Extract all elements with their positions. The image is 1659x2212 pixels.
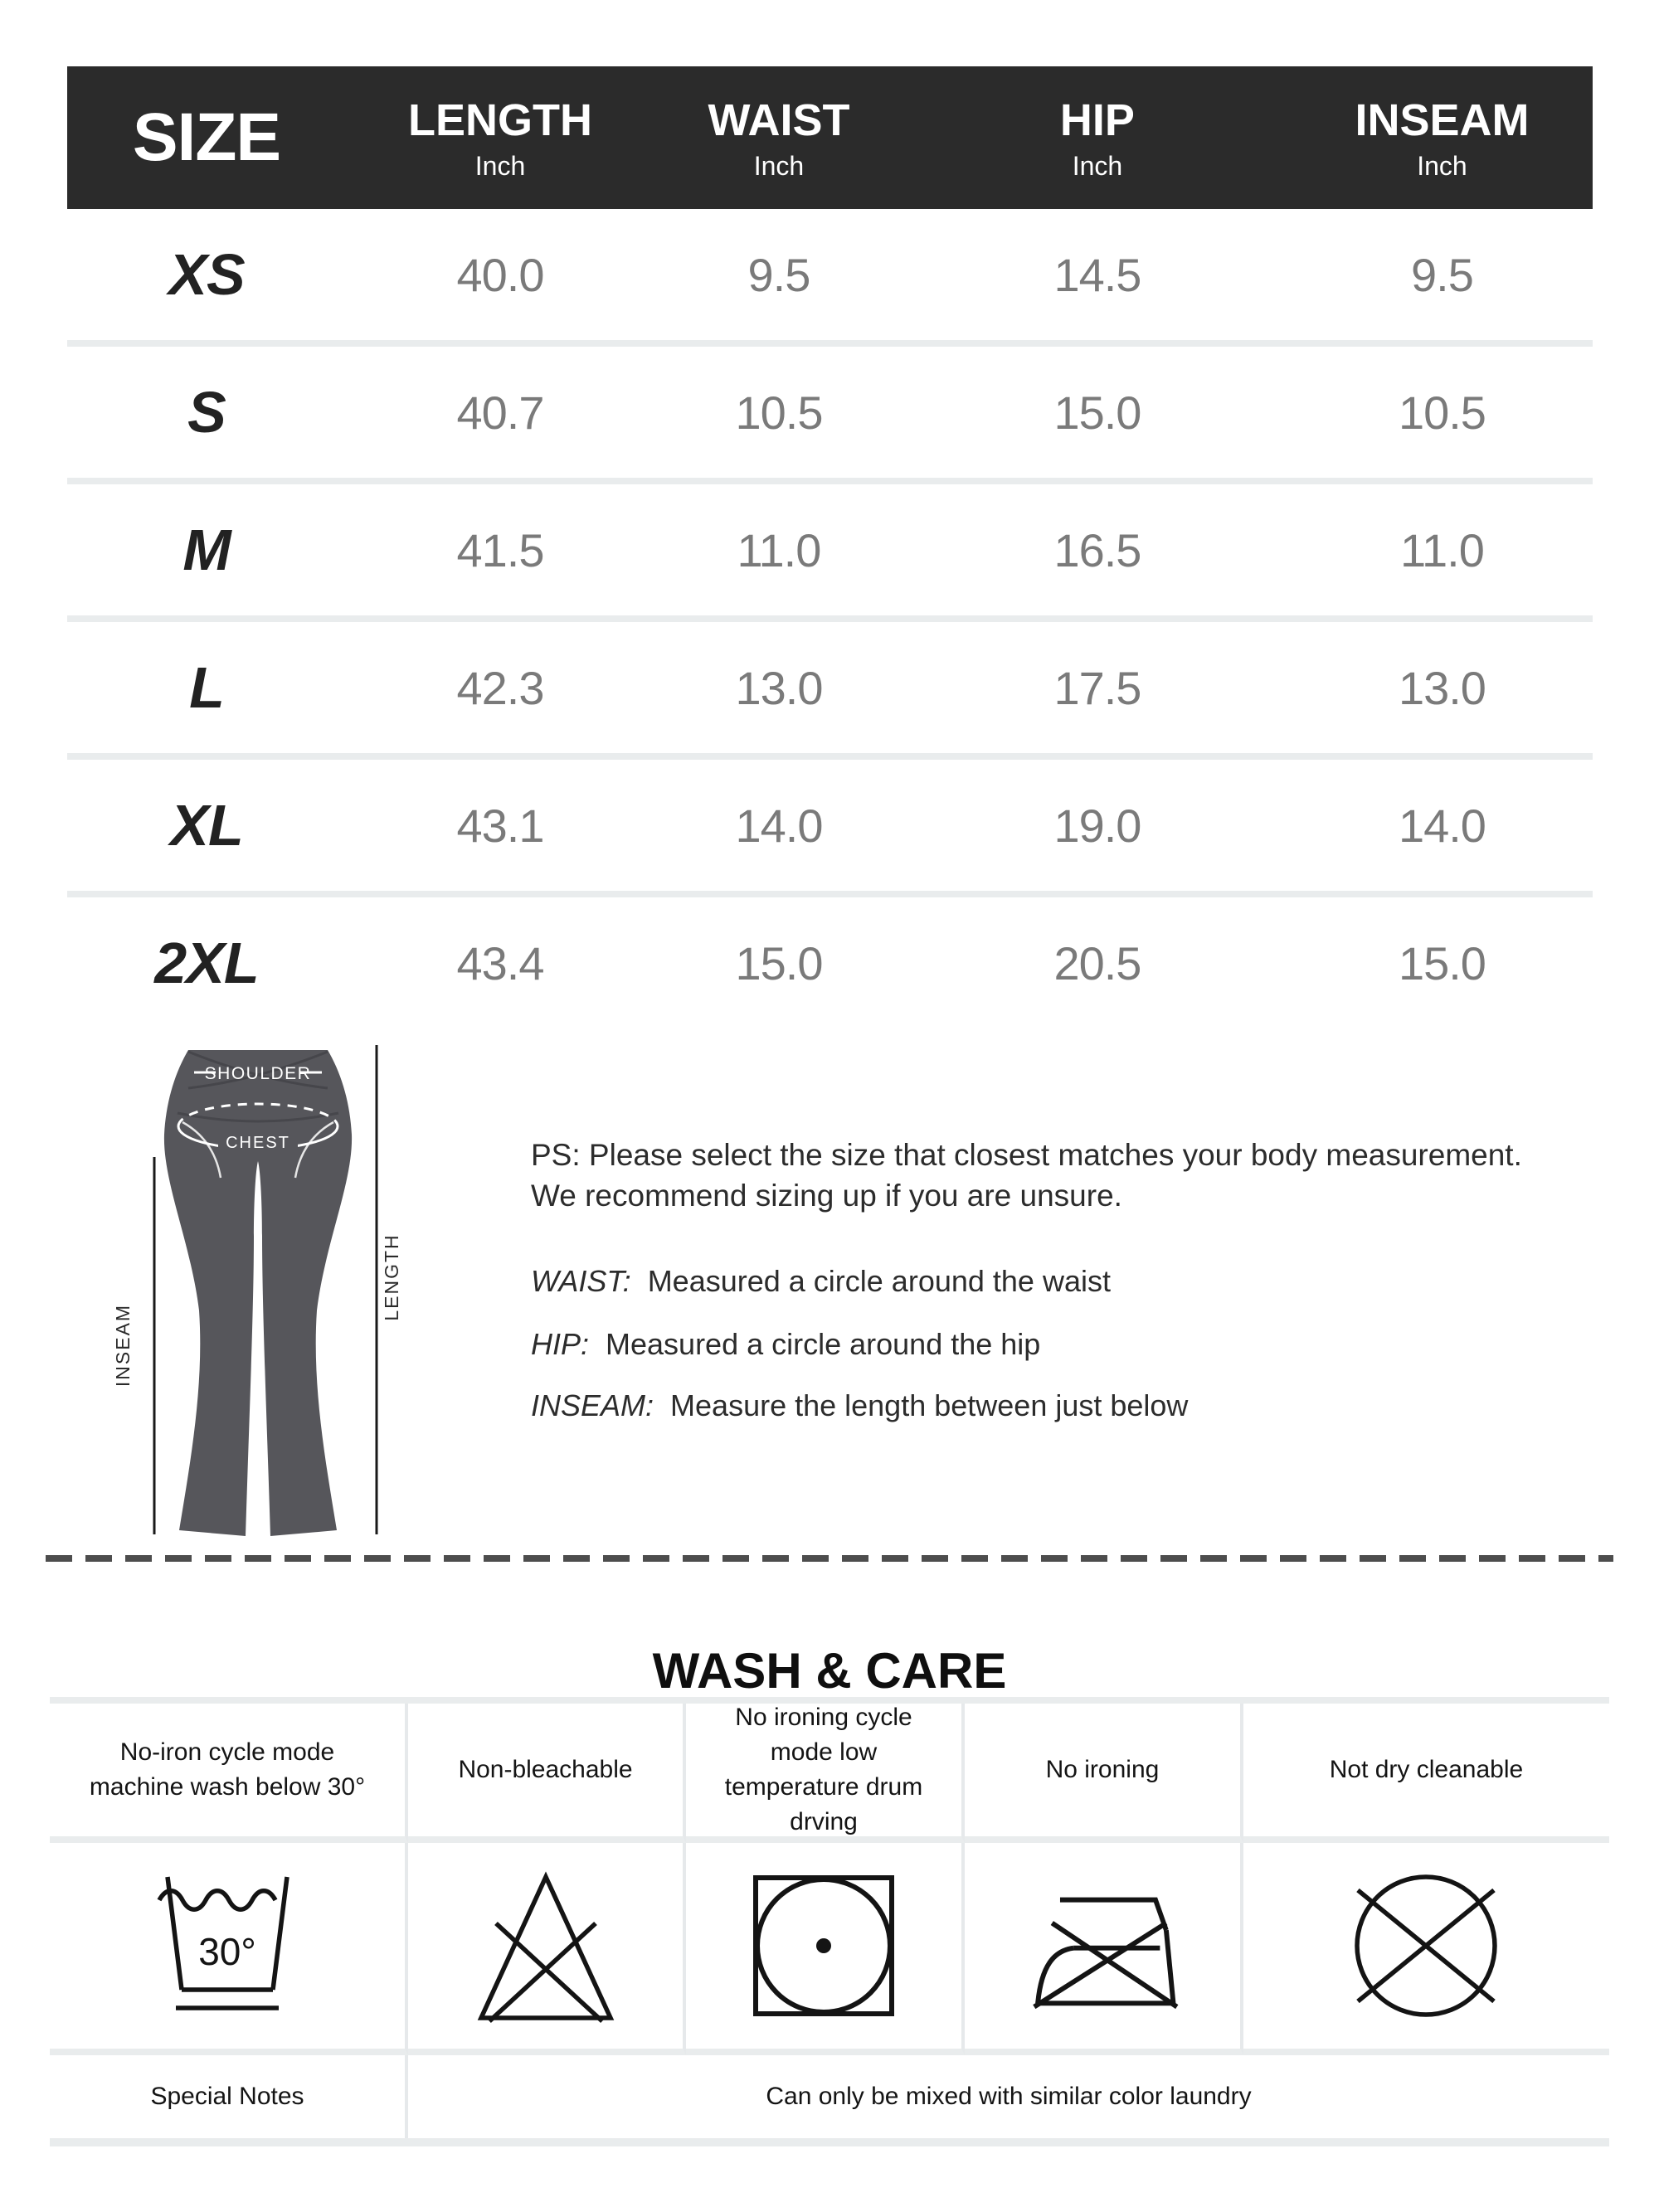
care-label-wash: No-iron cycle mode machine wash below 30°	[50, 1704, 408, 1843]
inseam-measure-text: Measure the length between just below	[670, 1388, 1189, 1422]
care-label-iron: No ironing	[965, 1704, 1243, 1843]
tumble-dry-low-icon	[741, 1859, 907, 2033]
size-row-l: L 42.3 13.0 17.5 13.0	[67, 622, 1593, 760]
care-label-bleach: Non-bleachable	[408, 1704, 686, 1843]
column-header-inseam: INSEAM Inch	[1355, 95, 1530, 181]
special-notes-label: Special Notes	[150, 2083, 304, 2110]
sizing-note-line1: PS: Please select the size that closest matches your body measurement.	[531, 1138, 1522, 1172]
wash-care-table	[50, 1697, 1609, 2146]
do-not-bleach-icon	[463, 1859, 629, 2033]
hip-measure-text: Measured a circle around the hip	[606, 1327, 1041, 1361]
care-label-dryclean: Not dry cleanable	[1243, 1704, 1609, 1843]
size-table-header	[67, 66, 1593, 209]
special-notes-text: Can only be mixed with similar color laundry	[766, 2083, 1252, 2110]
sizing-note-line2: We recommend sizing up if you are unsure.	[531, 1179, 1122, 1213]
waist-measure-text: Measured a circle around the waist	[647, 1264, 1111, 1298]
special-notes-text-cell	[408, 2055, 1609, 2138]
column-header-length: LENGTH Inch	[407, 95, 592, 181]
do-not-dryclean-icon	[1343, 1859, 1509, 2033]
pants-silhouette	[164, 1050, 352, 1536]
wash-care-title: WASH & CARE	[652, 1642, 1007, 1699]
sizing-note	[531, 1135, 1626, 1216]
do-not-iron-icon	[1013, 1871, 1191, 2020]
size-row-xl: XL 43.1 14.0 19.0 14.0	[67, 760, 1593, 897]
care-cell-bleach-icon	[408, 1843, 686, 2055]
column-header-size: SIZE	[132, 100, 281, 175]
inseam-label: INSEAM	[112, 1303, 134, 1388]
care-label-drum-dry: No ironing cycle mode low temperature drum drving	[686, 1704, 965, 1843]
size-row-s: S 40.7 10.5 15.0 10.5	[67, 347, 1593, 484]
pants-diagram-svg	[108, 1037, 406, 1555]
pants-measurement-diagram	[108, 1037, 406, 1555]
size-row-m: M 41.5 11.0 16.5 11.0	[67, 484, 1593, 622]
length-label: LENGTH	[381, 1233, 402, 1321]
hip-measure-note	[531, 1327, 1040, 1362]
care-cell-iron-icon	[965, 1843, 1243, 2055]
special-notes-label-cell	[50, 2055, 408, 2138]
size-table	[67, 66, 1593, 1028]
care-cell-dryclean-icon	[1243, 1843, 1609, 2055]
care-cell-drum-dry-icon	[686, 1843, 965, 2055]
inseam-measure-label: INSEAM:	[531, 1388, 654, 1422]
column-header-hip: HIP Inch	[1059, 95, 1135, 181]
shoulder-label: SHOULDER	[204, 1064, 312, 1083]
wash-30-icon	[144, 1859, 310, 2033]
column-header-waist: WAIST Inch	[708, 95, 850, 181]
chest-label: CHEST	[226, 1134, 290, 1152]
waist-measure-note	[531, 1264, 1111, 1299]
inseam-measure-note	[531, 1388, 1188, 1423]
hip-measure-label: HIP:	[531, 1327, 590, 1361]
size-row-2xl: 2XL 43.4 15.0 20.5 15.0	[154, 931, 1486, 995]
wash-temp-label: 30°	[198, 1930, 256, 1973]
dashed-divider	[46, 1555, 1613, 1562]
size-row-xs: XS 40.0 9.5 14.5 9.5	[67, 209, 1593, 347]
waist-measure-label: WAIST:	[531, 1264, 631, 1298]
care-cell-wash-icon	[50, 1843, 408, 2055]
